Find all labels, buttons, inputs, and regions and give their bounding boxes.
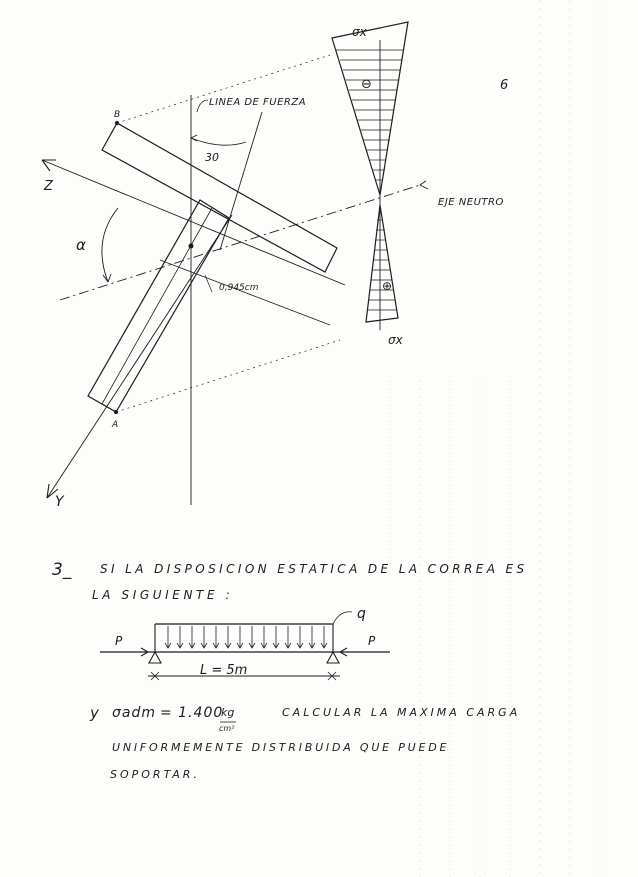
negative-sign-icon: ⊖ (361, 77, 372, 92)
p-left-label: P (115, 634, 123, 648)
p-left-arrow-icon (115, 648, 148, 656)
point-b-label: B (114, 110, 121, 120)
page-number: 6 (500, 78, 509, 93)
problem-line-4: UNIFORMEMENTE DISTRIBUIDA QUE PUEDE (112, 741, 450, 754)
right-support-icon (327, 652, 339, 663)
problem-line-5: SOPORTAR. (110, 768, 200, 781)
length-label: L = 5m (200, 663, 248, 678)
p-right-arrow-icon (340, 648, 375, 656)
allowable-stress-value: = 1.400 (160, 705, 224, 721)
stress-unit-numerator: kg (221, 706, 235, 719)
stress-triangle-top (332, 22, 408, 195)
distributed-load-arrows (165, 626, 327, 648)
alpha-label: α (76, 236, 86, 254)
problem-line-3-prefix: y (90, 704, 99, 722)
z-axis-arrow-icon (42, 160, 56, 171)
positive-sign-icon: ⊕ (382, 279, 393, 293)
left-support-icon (149, 652, 161, 663)
stress-triangle-bottom (366, 205, 398, 322)
problem-number: 3_ (52, 560, 72, 580)
angle-30-label: 30 (205, 151, 219, 164)
load-q-label: q (357, 606, 366, 622)
force-line-label: LINEA DE FUERZA (209, 97, 307, 108)
point-a-label: A (112, 420, 119, 430)
stress-bottom-label: σx (388, 333, 403, 347)
p-right-label: P (368, 634, 376, 648)
allowable-stress-symbol: σadm (112, 705, 156, 721)
z-axis-label: Z (44, 179, 53, 194)
t-section-figure (42, 22, 428, 505)
problem-line-1: SI LA DISPOSICION ESTATICA DE LA CORREA ES (100, 562, 528, 576)
t-web (88, 200, 229, 412)
problem-line-3-rest: CALCULAR LA MAXIMA CARGA (282, 706, 521, 719)
offset-label: 0,945cm (219, 283, 259, 293)
problem-line-2: LA SIGUIENTE : (92, 588, 234, 602)
y-axis-label: Y (55, 494, 64, 510)
neutral-axis-label: EJE NEUTRO (438, 197, 504, 208)
stress-unit-denominator: cm² (219, 724, 235, 733)
stress-top-label: σx (352, 25, 367, 39)
